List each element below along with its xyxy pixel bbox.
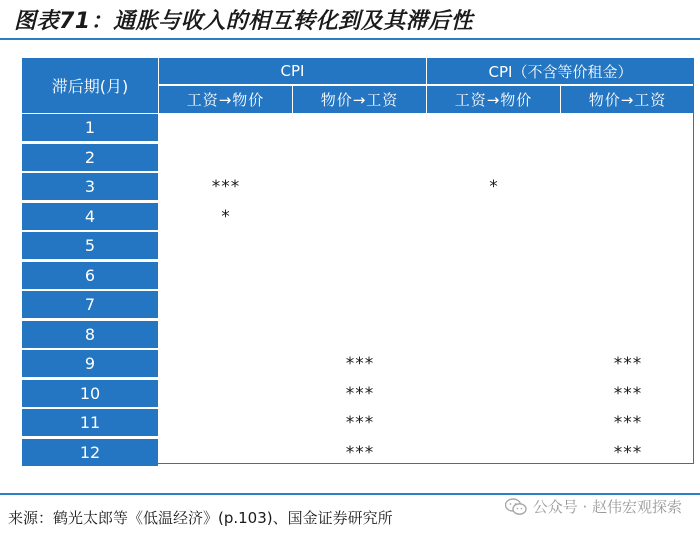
cell-cpiex-wage-to-price-lag-5 [427,232,561,259]
cell-cpiex-wage-to-price-lag-10 [427,380,561,407]
cell-cpi-wage-to-price-lag-6 [159,262,293,289]
cell-cpi-wage-to-price-lag-11 [159,409,293,436]
row-label-lag-4: 4 [22,203,158,230]
cell-cpi-price-to-wage-lag-3 [293,173,427,200]
cell-cpiex-wage-to-price-lag-3: * [489,176,499,197]
cell-cpi-price-to-wage-lag-1 [293,114,427,141]
watermark-text: 公众号 · 赵伟宏观探索 [532,498,682,516]
cell-cpiex-wage-to-price-lag-7 [427,291,561,318]
cell-cpi-price-to-wage-lag-11: *** [345,412,375,433]
cell-cpi-wage-to-price-lag-10 [159,380,293,407]
cell-cpiex-price-to-wage-lag-1 [561,114,695,141]
sub-header-cpi-price-to-wage: 物价→工资 [293,86,426,113]
cell-cpi-price-to-wage-lag-4 [293,203,427,230]
row-label-lag-6: 6 [22,262,158,289]
lag-table [22,58,694,464]
row-label-lag-8: 8 [22,321,158,348]
cell-cpi-price-to-wage-lag-2 [293,144,427,171]
cell-cpi-price-to-wage-lag-12: *** [345,442,375,463]
watermark [505,496,682,517]
row-label-lag-9: 9 [22,350,158,377]
cell-cpi-wage-to-price-lag-5 [159,232,293,259]
cell-cpi-wage-to-price-lag-9 [159,350,293,377]
cell-cpi-price-to-wage-lag-10: *** [345,383,375,404]
header-separator [158,58,159,114]
cell-cpiex-price-to-wage-lag-6 [561,262,695,289]
row-label-lag-12: 12 [22,439,158,466]
row-label-lag-2: 2 [22,144,158,171]
cell-cpiex-wage-to-price-lag-6 [427,262,561,289]
cell-cpiex-wage-to-price-lag-1 [427,114,561,141]
cell-cpi-price-to-wage-lag-9: *** [345,353,375,374]
cell-cpi-wage-to-price-lag-3: *** [211,176,241,197]
group-header-cpi-ex-rent: CPI（不含等价租金） [427,58,694,84]
footer-divider [0,493,700,495]
cell-cpiex-wage-to-price-lag-9 [427,350,561,377]
cell-cpi-wage-to-price-lag-4: * [221,206,231,227]
cell-cpiex-price-to-wage-lag-10: *** [613,383,643,404]
cell-cpiex-price-to-wage-lag-2 [561,144,695,171]
source-note: 来源：鹤光太郎等《低温经济》(p.103)、国金证券研究所 [8,509,393,527]
row-label-lag-3: 3 [22,173,158,200]
figure-title: 图表71：通胀与收入的相互转化到及其滞后性 [14,9,474,34]
row-header: 滞后期(月) [22,58,158,113]
cell-cpiex-price-to-wage-lag-4 [561,203,695,230]
group-header-cpi: CPI [159,58,426,84]
cell-cpiex-wage-to-price-lag-12 [427,439,561,466]
cell-cpi-wage-to-price-lag-2 [159,144,293,171]
title-divider [0,38,700,40]
row-label-lag-5: 5 [22,232,158,259]
row-label-lag-10: 10 [22,380,158,407]
cell-cpiex-wage-to-price-lag-4 [427,203,561,230]
header-separator [292,84,293,114]
cell-cpi-wage-to-price-lag-7 [159,291,293,318]
wechat-icon [505,498,527,516]
cell-cpi-price-to-wage-lag-8 [293,321,427,348]
cell-cpi-price-to-wage-lag-7 [293,291,427,318]
row-label-lag-11: 11 [22,409,158,436]
header-separator [426,58,427,114]
cell-cpiex-price-to-wage-lag-3 [561,173,695,200]
cell-cpiex-price-to-wage-lag-7 [561,291,695,318]
sub-header-cpiex-wage-to-price: 工资→物价 [427,86,560,113]
cell-cpi-wage-to-price-lag-1 [159,114,293,141]
cell-cpiex-wage-to-price-lag-2 [427,144,561,171]
cell-cpiex-price-to-wage-lag-9: *** [613,353,643,374]
cell-cpi-wage-to-price-lag-8 [159,321,293,348]
cell-cpiex-price-to-wage-lag-11: *** [613,412,643,433]
row-label-lag-1: 1 [22,114,158,141]
header-separator [560,84,561,114]
cell-cpi-price-to-wage-lag-6 [293,262,427,289]
sub-header-cpi-wage-to-price: 工资→物价 [159,86,292,113]
cell-cpiex-price-to-wage-lag-12: *** [613,442,643,463]
cell-cpiex-wage-to-price-lag-11 [427,409,561,436]
cell-cpi-wage-to-price-lag-12 [159,439,293,466]
row-label-lag-7: 7 [22,291,158,318]
cell-cpiex-price-to-wage-lag-8 [561,321,695,348]
cell-cpi-price-to-wage-lag-5 [293,232,427,259]
cell-cpiex-price-to-wage-lag-5 [561,232,695,259]
cell-cpiex-wage-to-price-lag-8 [427,321,561,348]
sub-header-cpiex-price-to-wage: 物价→工资 [561,86,694,113]
